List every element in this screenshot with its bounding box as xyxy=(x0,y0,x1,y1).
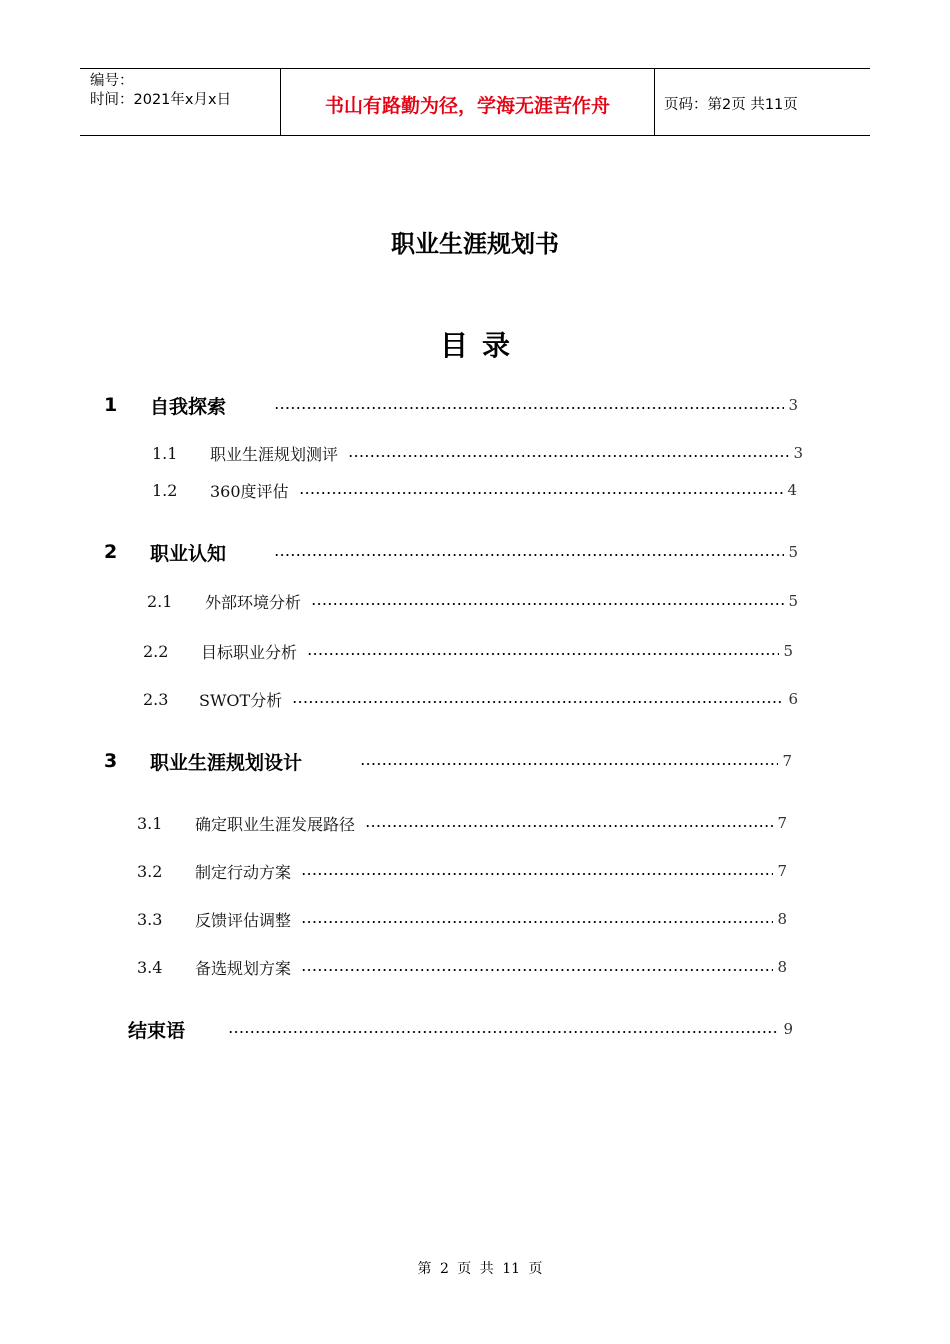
toc-entry-title: 制定行动方案 xyxy=(195,862,292,882)
toc-leader-dots xyxy=(360,763,778,765)
toc-entry[interactable] xyxy=(152,440,803,466)
toc-entry-number: 3.1 xyxy=(137,813,163,833)
toc-entry-title: 确定职业生涯发展路径 xyxy=(195,814,356,834)
toc-leader-dots xyxy=(274,407,784,409)
toc-entry[interactable] xyxy=(143,638,793,664)
toc-entry-page: 5 xyxy=(783,642,793,660)
page-header xyxy=(80,68,870,136)
toc-leader-dots xyxy=(301,969,773,971)
toc-entry-number: 1.2 xyxy=(152,480,178,500)
toc-entry[interactable] xyxy=(152,477,797,503)
toc-leader-dots xyxy=(311,603,784,605)
toc-entry[interactable] xyxy=(137,810,787,836)
toc-entry-title: 职业认知 xyxy=(150,542,227,565)
toc-heading: 目录 xyxy=(439,329,524,362)
toc-entry-number: 3 xyxy=(104,750,118,772)
toc-entry-number: 2.2 xyxy=(143,641,169,661)
toc-entry-page: 6 xyxy=(788,690,798,708)
header-motto: 书山有路勤为径，学海无涯苦作舟 xyxy=(281,69,655,135)
toc-entry[interactable] xyxy=(147,588,798,614)
toc-entry-number: 2.1 xyxy=(147,591,173,611)
document-title: 职业生涯规划书 xyxy=(391,230,559,258)
toc-entry-page: 7 xyxy=(777,814,787,832)
toc-entry-page: 5 xyxy=(788,543,798,561)
toc-leader-dots xyxy=(301,921,773,923)
toc-leader-dots xyxy=(348,455,789,457)
toc-entry-title: 备选规划方案 xyxy=(195,958,292,978)
toc-entry-page: 8 xyxy=(777,958,787,976)
page-footer: 第 2 页 共 11 页 xyxy=(417,1261,543,1277)
toc-entry-page: 3 xyxy=(788,396,798,414)
toc-leader-dots xyxy=(228,1031,779,1033)
toc-entry-title: 目标职业分析 xyxy=(201,642,298,662)
toc-entry-number: 1 xyxy=(104,394,118,416)
toc-entry-title: 职业生涯规划测评 xyxy=(210,444,339,464)
header-meta xyxy=(80,69,281,135)
toc-leader-dots xyxy=(299,492,784,494)
toc-entry-number: 3.4 xyxy=(137,957,163,977)
toc-entry-page: 7 xyxy=(777,862,787,880)
toc-entry[interactable] xyxy=(137,906,787,932)
toc-leader-dots xyxy=(301,873,773,875)
toc-entry-title: 自我探索 xyxy=(150,395,227,418)
toc-entry[interactable] xyxy=(128,1016,793,1042)
time-line: 时间：2021年x月x日 xyxy=(90,92,232,108)
toc-entry[interactable] xyxy=(137,858,787,884)
toc-entry-number: 2 xyxy=(104,541,118,563)
toc-entry-title: 职业生涯规划设计 xyxy=(150,751,303,774)
toc-entry-page: 7 xyxy=(782,752,792,770)
toc-entry-number: 1.1 xyxy=(152,443,178,463)
toc-entry-number: 3.3 xyxy=(137,909,163,929)
toc-entry-page: 9 xyxy=(783,1020,793,1038)
toc-entry-page: 3 xyxy=(793,444,803,462)
toc-leader-dots xyxy=(274,554,784,556)
toc-entry-number: 2.3 xyxy=(143,689,169,709)
toc-entry[interactable] xyxy=(137,954,787,980)
toc-entry-number: 3.2 xyxy=(137,861,163,881)
toc-entry-title: 360度评估 xyxy=(210,481,289,501)
toc-entry[interactable] xyxy=(104,539,798,565)
header-page-info: 页码：第2页 共11页 xyxy=(664,96,798,113)
toc-entry-page: 4 xyxy=(787,481,797,499)
toc-leader-dots xyxy=(292,701,784,703)
toc-entry[interactable] xyxy=(104,392,798,418)
toc-entry-title: 反馈评估调整 xyxy=(195,910,292,930)
toc-entry-title: 外部环境分析 xyxy=(205,592,302,612)
number-label: 编号： xyxy=(90,73,134,89)
toc-entry[interactable] xyxy=(143,686,798,712)
toc-leader-dots xyxy=(365,825,773,827)
toc-entry-title: SWOT分析 xyxy=(199,690,283,710)
toc-leader-dots xyxy=(307,653,779,655)
toc-entry-page: 8 xyxy=(777,910,787,928)
toc-entry[interactable] xyxy=(104,748,792,774)
toc-entry-title: 结束语 xyxy=(128,1019,186,1042)
toc-entry-page: 5 xyxy=(788,592,798,610)
